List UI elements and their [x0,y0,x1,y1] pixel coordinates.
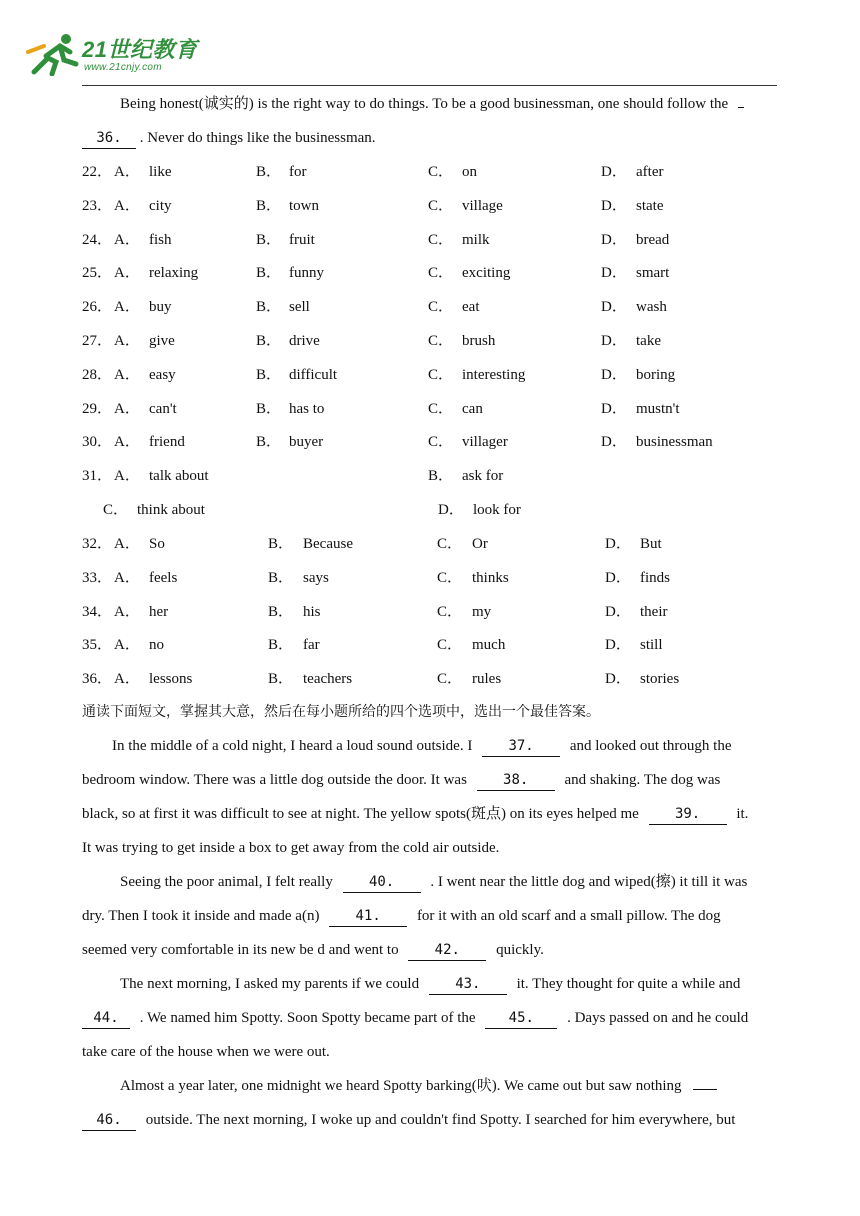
option-letter: A． [114,164,140,180]
option-letter: B． [268,637,294,653]
option-text: far [303,637,320,653]
option-letter: C． [428,299,454,315]
option-letter: A． [114,367,140,383]
blank-45: 45. [485,1008,557,1029]
question-number: 32． [82,536,113,552]
option-text: bread [636,232,670,248]
question-row [82,635,782,655]
option-text: my [472,604,492,620]
option-text: can [462,401,483,417]
question-row-cont [82,500,782,520]
option-text: eat [462,299,480,315]
logo-url: www.21cnjy.com [84,62,162,73]
question-number: 26． [82,299,113,315]
option-letter: C． [428,401,454,417]
p2-line2: dry. Then I took it inside and made a(n) 41. for it with an old scarf and a small pillow. The dog [82,906,721,927]
question-row [82,669,782,689]
option-letter: A． [114,671,140,687]
option-text: Because [303,536,353,552]
option-letter: A． [114,536,140,552]
option-letter: B． [256,198,282,214]
p1-line3: black, so at first it was difficult to see at night. The yellow spots(斑点) on its eyes helped me 39. it. [82,804,748,825]
option-text: difficult [289,367,338,383]
option-text: villager [462,434,508,450]
option-text: relaxing [149,265,199,281]
option-letter: C． [437,570,463,586]
blank-43: 43. [429,974,507,995]
question-row [82,466,782,486]
option-text: think about [137,502,205,518]
option-text: finds [640,570,670,586]
question-row [82,297,782,317]
option-text: drive [289,333,320,349]
option-text: their [640,604,668,620]
option-letter: D． [601,401,627,417]
option-text: stories [640,671,680,687]
option-letter: D． [601,367,627,383]
option-text: interesting [462,367,526,383]
option-text: buyer [289,434,324,450]
option-text: give [149,333,175,349]
question-row [82,230,782,250]
instruction: 通读下面短文，掌握其大意，然后在每小题所给的四个选项中，选出一个最佳答案。 [82,704,600,720]
question-number: 36． [82,671,113,687]
option-letter: A． [114,265,140,281]
question-number: 29． [82,401,113,417]
option-letter: B． [256,401,282,417]
option-letter: D． [601,299,627,315]
option-text: look for [473,502,521,518]
option-text: thinks [472,570,509,586]
option-letter: B． [256,164,282,180]
option-text: exciting [462,265,511,281]
option-text: boring [636,367,676,383]
question-row [82,602,782,622]
option-letter: C． [428,265,454,281]
option-text: after [636,164,664,180]
question-row [82,263,782,283]
option-letter: B． [256,434,282,450]
blank-37: 37. [482,736,560,757]
option-text: no [149,637,164,653]
option-text: for [289,164,307,180]
question-number: 24． [82,232,113,248]
option-text: funny [289,265,324,281]
option-letter: A． [114,401,140,417]
option-text: says [303,570,329,586]
option-letter: C． [428,367,454,383]
question-row [82,568,782,588]
option-letter: B． [256,333,282,349]
option-text: state [636,198,664,214]
p4-line1: Almost a year later, one midnight we heard Spotty barking(吠). We came out but saw nothing [120,1076,717,1096]
p1-line1: In the middle of a cold night, I heard a loud sound outside. I 37. and looked out through the [112,736,731,757]
p2-line1: Seeing the poor animal, I felt really 40. . I went near the little dog and wiped(擦) it till it was [120,872,747,893]
option-text: fruit [289,232,315,248]
blank-44: 44. [82,1008,130,1029]
option-text: easy [149,367,176,383]
blank-46: 46. [82,1110,136,1131]
question-row [82,534,782,554]
question-row [82,196,782,216]
option-text: businessman [636,434,713,450]
option-letter: C． [437,604,463,620]
option-text: her [149,604,169,620]
option-text: brush [462,333,496,349]
blank-40: 40. [343,872,421,893]
option-letter: A． [114,637,140,653]
p2-line3: seemed very comfortable in its new be d and went to 42. quickly. [82,940,544,961]
blank-38: 38. [477,770,555,791]
blank-42: 42. [408,940,486,961]
option-text: his [303,604,321,620]
passage1-line2: 36. . Never do things like the businessman. [82,128,376,149]
option-letter: D． [605,604,631,620]
question-number: 30． [82,434,113,450]
option-text: teachers [303,671,353,687]
blank-46-start [693,1089,717,1090]
question-number: 34． [82,604,113,620]
option-text: fish [149,232,172,248]
option-letter: C． [428,434,454,450]
option-text: take [636,333,661,349]
question-row [82,162,782,182]
option-letter: C． [437,671,463,687]
option-text: feels [149,570,178,586]
option-text: ask for [462,468,504,484]
option-letter: B． [256,367,282,383]
question-number: 31． [82,468,113,484]
option-text: much [472,637,506,653]
question-row [82,432,782,452]
option-letter: C． [428,164,454,180]
option-letter: A． [114,604,140,620]
p3-line1: The next morning, I asked my parents if we could 43. it. They thought for quite a while and [120,974,740,995]
option-letter: D． [438,502,464,518]
option-letter: B． [256,232,282,248]
question-number: 28． [82,367,113,383]
option-letter: D． [601,434,627,450]
blank-39: 39. [649,804,727,825]
option-text: village [462,198,503,214]
option-letter: C． [428,198,454,214]
option-text: city [149,198,172,214]
p3-line3: take care of the house when we were out. [82,1044,330,1060]
option-letter: D． [601,232,627,248]
option-text: So [149,536,165,552]
option-text: town [289,198,319,214]
option-text: sell [289,299,310,315]
option-text: rules [472,671,502,687]
option-text: mustn't [636,401,680,417]
option-letter: D． [605,671,631,687]
option-letter: B． [256,265,282,281]
option-text: wash [636,299,667,315]
p4-line2: 46. outside. The next morning, I woke up and couldn't find Spotty. I searched for him everywhere, but [82,1110,735,1131]
option-letter: D． [601,333,627,349]
option-text: still [640,637,663,653]
option-letter: A． [114,333,140,349]
option-text: lessons [149,671,193,687]
question-number: 25． [82,265,113,281]
option-letter: C． [428,232,454,248]
option-letter: C． [103,502,129,518]
option-letter: D． [605,536,631,552]
option-text: can't [149,401,177,417]
question-number: 23． [82,198,113,214]
option-text: on [462,164,477,180]
option-letter: C． [437,536,463,552]
question-row [82,399,782,419]
blank-41: 41. [329,906,407,927]
option-letter: D． [605,570,631,586]
logo [26,30,226,78]
option-letter: D． [601,164,627,180]
option-letter: A． [114,299,140,315]
option-text: smart [636,265,670,281]
blank-36-start [738,107,744,108]
option-text: But [640,536,662,552]
question-number: 35． [82,637,113,653]
p1-line4: It was trying to get inside a box to get away from the cold air outside. [82,840,500,856]
option-text: friend [149,434,185,450]
runner-logo-icon [26,32,82,76]
option-text: like [149,164,172,180]
option-letter: B． [268,570,294,586]
option-letter: B． [268,536,294,552]
blank-36: 36. [82,128,136,149]
option-text: has to [289,401,325,417]
p3-line2: 44. . We named him Spotty. Soon Spotty became part of the 45. . Days passed on and he could [82,1008,748,1029]
option-letter: A． [114,232,140,248]
option-letter: C． [428,333,454,349]
question-row [82,365,782,385]
option-letter: B． [428,468,454,484]
option-text: buy [149,299,172,315]
option-letter: A． [114,198,140,214]
option-letter: A． [114,434,140,450]
passage1-line1: Being honest(诚实的) is the right way to do things. To be a good businessman, one should follow the [120,94,744,114]
option-letter: A． [114,570,140,586]
option-text: Or [472,536,488,552]
question-number: 22． [82,164,113,180]
option-letter: C． [437,637,463,653]
option-letter: B． [268,671,294,687]
option-letter: B． [256,299,282,315]
option-text: milk [462,232,490,248]
question-number: 33． [82,570,113,586]
logo-brand: 21世纪教育 [82,37,198,62]
question-number: 27． [82,333,113,349]
option-letter: B． [268,604,294,620]
option-letter: D． [601,265,627,281]
header-rule [82,85,777,86]
question-row [82,331,782,351]
option-letter: D． [605,637,631,653]
p1-line2: bedroom window. There was a little dog outside the door. It was 38. and shaking. The dog was [82,770,720,791]
option-letter: A． [114,468,140,484]
option-letter: D． [601,198,627,214]
option-text: talk about [149,468,209,484]
